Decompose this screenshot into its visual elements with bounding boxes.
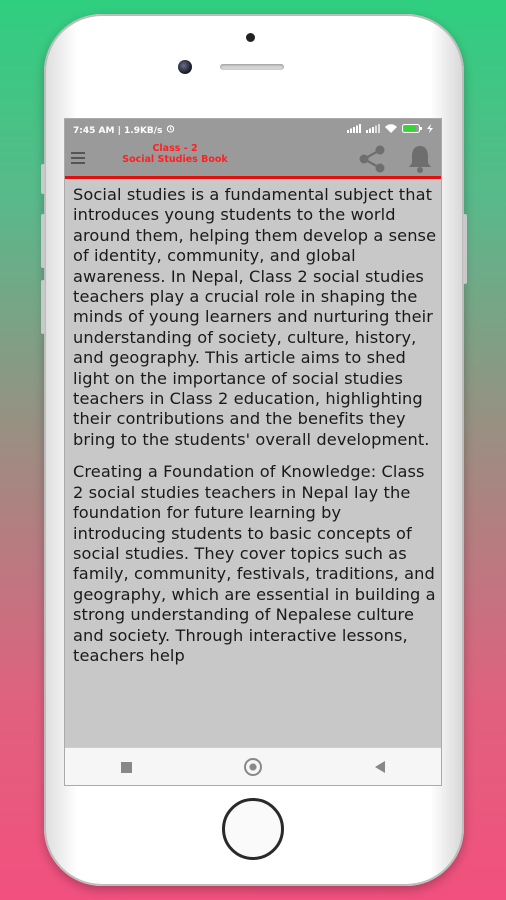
battery-icon (402, 124, 422, 136)
article-paragraph: Social studies is a fundamental subject that introduces young students to the world around them, helping them develop a sense of identity, community, and global awareness. In Nepal, Class 2 social studies teachers play a crucial role in shaping the minds of young learners and nurturing their understanding of society, culture, history, and geography. This article aims to shed light on the importance of social studies teachers in Class 2 education, highlighting their contributions and the benefits they bring to the students' overall development. (73, 185, 437, 449)
app-toolbar (65, 141, 441, 179)
status-bar (65, 119, 441, 141)
share-icon[interactable] (357, 145, 387, 177)
home-icon[interactable] (244, 758, 262, 776)
article-content[interactable] (65, 179, 441, 747)
system-nav-bar (65, 747, 441, 786)
phone-screen (64, 118, 442, 786)
status-right (347, 124, 433, 136)
status-time: 7:45 AM (73, 126, 115, 136)
recents-icon[interactable] (121, 762, 132, 773)
charging-icon (427, 124, 433, 136)
wifi-icon (385, 124, 397, 136)
earpiece-speaker (220, 64, 284, 70)
power-button (463, 214, 467, 284)
volume-down-button (41, 280, 45, 334)
back-icon[interactable] (375, 761, 385, 773)
proximity-sensor (246, 33, 255, 42)
physical-home-button[interactable] (222, 798, 284, 860)
volume-up-button (41, 214, 45, 268)
status-left: 7:45 AM | 1.9KB/s (73, 124, 175, 136)
title-line-2: Social Studies Book (122, 154, 228, 165)
signal-icon (347, 124, 361, 136)
bell-icon[interactable] (407, 144, 433, 178)
alarm-icon (166, 126, 175, 136)
front-camera (178, 60, 192, 74)
menu-icon[interactable] (71, 152, 85, 164)
app-title (95, 143, 255, 165)
article-paragraph: Creating a Foundation of Knowledge: Class 2 social studies teachers in Nepal lay the foundation for future learning by introducing students to basic concepts of social studies. They cover topics such as family, community, festivals, traditions, and geography, which are essential in building a strong understanding of Nepalese culture and society. Through interactive lessons, teachers help (73, 462, 436, 665)
mute-switch (41, 164, 45, 194)
title-line-1: Class - 2 (152, 143, 198, 154)
signal-icon-2 (366, 124, 380, 136)
network-speed: 1.9KB/s (124, 126, 163, 136)
